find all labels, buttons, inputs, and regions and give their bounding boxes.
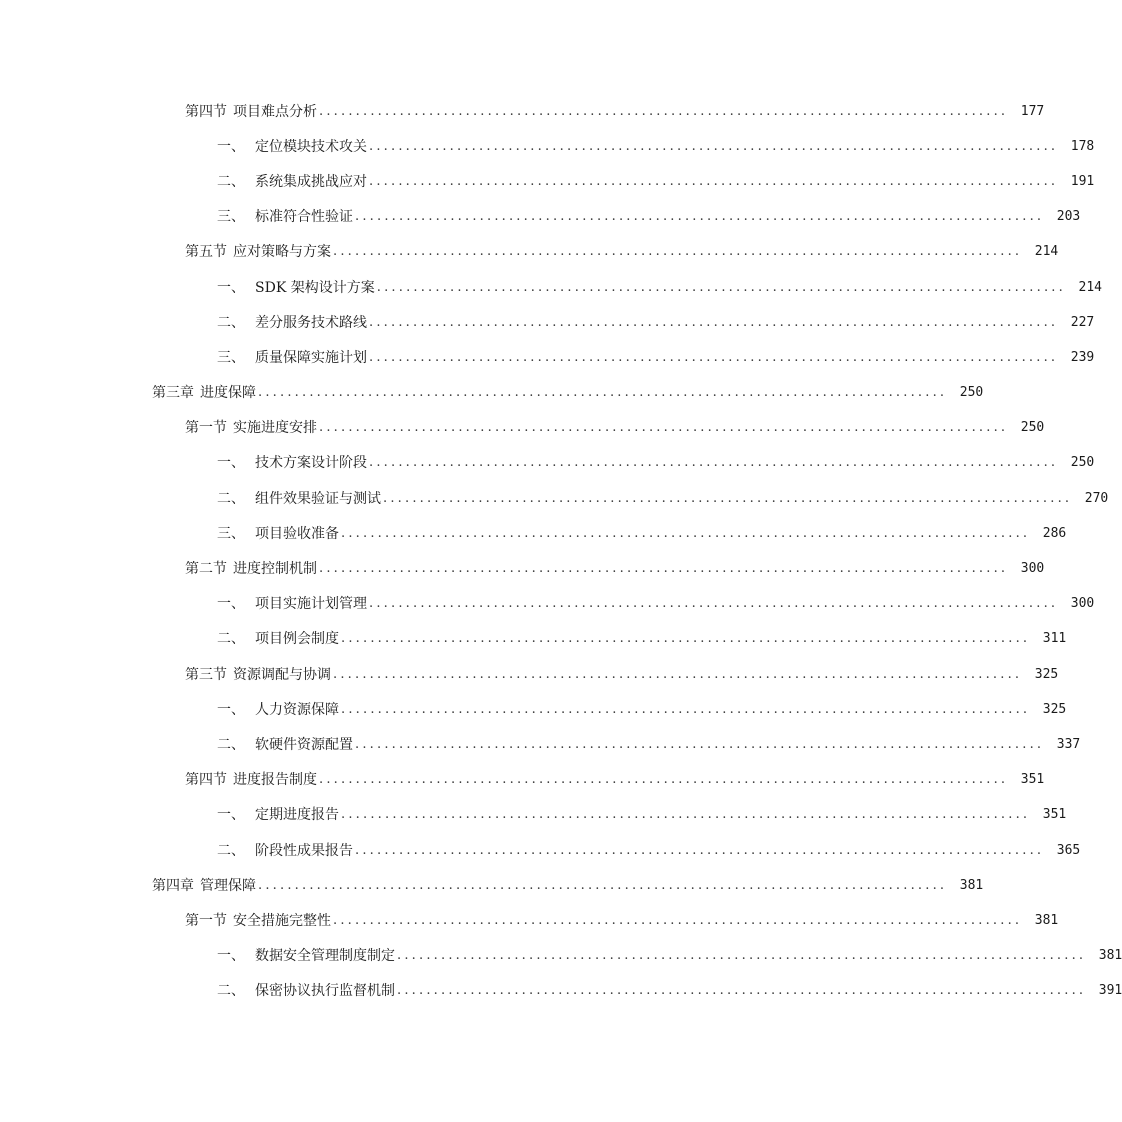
- toc-entry-title: 组件效果验证与测试: [255, 490, 381, 507]
- toc-dot-leader: ..............................................................................................: [355, 842, 1045, 858]
- toc-entry-number: 二、: [217, 842, 245, 859]
- toc-entry-page-number: 391: [1098, 983, 1122, 999]
- toc-dot-leader: ..............................................................................................: [355, 209, 1045, 225]
- toc-entry-number: 第四节: [185, 103, 227, 120]
- toc-entry-title: 进度控制机制: [233, 561, 317, 578]
- toc-entry-title: 进度保障: [200, 385, 256, 402]
- toc-entry-heading: [185, 666, 331, 684]
- toc-entry[interactable]: [0, 481, 1109, 516]
- toc-entry-heading: [217, 208, 353, 226]
- toc-entry-number: 第三节: [185, 666, 227, 683]
- toc-entry[interactable]: [0, 727, 1081, 762]
- toc-entry[interactable]: [0, 270, 1102, 305]
- toc-entry-heading: [217, 525, 339, 543]
- toc-dot-leader: ..............................................................................................: [333, 912, 1023, 928]
- toc-entry-title: 软硬件资源配置: [255, 736, 353, 753]
- toc-dot-leader: ..............................................................................................: [369, 455, 1059, 471]
- toc-entry-number: 二、: [217, 490, 245, 507]
- toc-entry-page-number: 214: [1078, 279, 1102, 295]
- toc-dot-leader: ..............................................................................................: [397, 948, 1087, 964]
- toc-entry-title: 系统集成挑战应对: [255, 173, 367, 190]
- toc-entry-heading: [217, 490, 381, 508]
- toc-entry-page-number: 325: [1034, 666, 1059, 682]
- toc-entry-page-number: 191: [1070, 173, 1095, 189]
- toc-dot-leader: ..............................................................................................: [369, 349, 1059, 365]
- toc-entry[interactable]: [0, 692, 1067, 727]
- toc-dot-leader: ..............................................................................................: [333, 666, 1023, 682]
- toc-entry-page-number: 250: [959, 385, 984, 401]
- toc-entry-heading: [185, 912, 331, 930]
- toc-entry-page-number: 177: [1020, 103, 1045, 119]
- toc-entry-title: 安全措施完整性: [233, 912, 331, 929]
- toc-entry[interactable]: [0, 763, 1045, 798]
- toc-entry-title: 定期进度报告: [255, 807, 339, 824]
- toc-entry-title: 资源调配与协调: [233, 666, 331, 683]
- toc-entry[interactable]: [0, 305, 1095, 340]
- toc-entry-number: 二、: [217, 983, 245, 1000]
- toc-entry[interactable]: [0, 657, 1059, 692]
- toc-entry-title: 质量保障实施计划: [255, 349, 367, 366]
- toc-dot-leader: ..............................................................................................: [397, 983, 1087, 999]
- toc-entry-heading: [217, 806, 339, 824]
- toc-entry-title: 进度报告制度: [233, 772, 317, 789]
- table-of-contents: [0, 94, 1122, 1009]
- toc-entry-number: 第五节: [185, 244, 227, 261]
- toc-entry-heading: [217, 595, 367, 613]
- toc-entry-title: 实施进度安排: [233, 420, 317, 437]
- toc-entry-title: SDK 架构设计方案: [255, 279, 375, 296]
- toc-entry-number: 第四章: [152, 877, 194, 894]
- toc-entry-heading: [152, 384, 256, 402]
- toc-entry[interactable]: [0, 446, 1095, 481]
- toc-entry[interactable]: [0, 551, 1045, 586]
- toc-dot-leader: ..............................................................................................: [319, 420, 1009, 436]
- toc-entry-title: 技术方案设计阶段: [255, 455, 367, 472]
- toc-entry-heading: [217, 947, 395, 965]
- toc-entry-page-number: 381: [959, 877, 984, 893]
- toc-dot-leader: ..............................................................................................: [369, 596, 1059, 612]
- toc-entry-title: 项目例会制度: [255, 631, 339, 648]
- toc-entry-heading: [217, 630, 339, 648]
- toc-entry-title: 项目难点分析: [233, 103, 317, 120]
- toc-entry-page-number: 239: [1070, 349, 1095, 365]
- toc-entry[interactable]: [0, 939, 1122, 974]
- toc-entry[interactable]: [0, 340, 1095, 375]
- toc-entry-number: 一、: [217, 948, 245, 965]
- toc-entry-title: 保密协议执行监督机制: [255, 983, 395, 1000]
- toc-entry-page-number: 300: [1020, 561, 1045, 577]
- toc-entry[interactable]: [0, 974, 1122, 1009]
- toc-dot-leader: ..............................................................................................: [369, 173, 1059, 189]
- toc-entry-title: 数据安全管理制度制定: [255, 948, 395, 965]
- toc-dot-leader: ..............................................................................................: [319, 561, 1009, 577]
- toc-entry-number: 第一节: [185, 912, 227, 929]
- toc-entry-heading: [185, 103, 317, 121]
- toc-entry-number: 三、: [217, 349, 245, 366]
- toc-entry-page-number: 351: [1020, 772, 1045, 788]
- toc-entry-title: 标准符合性验证: [255, 209, 353, 226]
- toc-entry[interactable]: [0, 94, 1045, 129]
- toc-entry[interactable]: [0, 411, 1045, 446]
- toc-dot-leader: ..............................................................................................: [341, 525, 1031, 541]
- toc-entry[interactable]: [0, 235, 1059, 270]
- toc-entry-heading: [217, 982, 395, 1000]
- toc-entry[interactable]: [0, 516, 1067, 551]
- toc-entry-number: 第一节: [185, 420, 227, 437]
- toc-entry[interactable]: [0, 376, 984, 411]
- toc-entry[interactable]: [0, 868, 984, 903]
- toc-dot-leader: ..............................................................................................: [333, 244, 1023, 260]
- toc-entry-heading: [217, 701, 339, 719]
- toc-entry[interactable]: [0, 129, 1095, 164]
- toc-entry-heading: [217, 842, 353, 860]
- toc-entry-page-number: 325: [1042, 701, 1067, 717]
- toc-dot-leader: ..............................................................................................: [258, 877, 948, 893]
- toc-entry-number: 一、: [217, 596, 245, 613]
- toc-entry[interactable]: [0, 200, 1081, 235]
- toc-entry-number: 二、: [217, 173, 245, 190]
- toc-entry[interactable]: [0, 798, 1067, 833]
- toc-entry-number: 一、: [217, 138, 245, 155]
- toc-entry-page-number: 351: [1042, 807, 1067, 823]
- toc-entry-page-number: 178: [1070, 138, 1095, 154]
- toc-entry-number: 一、: [217, 279, 245, 296]
- toc-entry-page-number: 270: [1084, 490, 1109, 506]
- toc-entry-page-number: 203: [1056, 209, 1081, 225]
- toc-entry-title: 项目实施计划管理: [255, 596, 367, 613]
- toc-entry-title: 应对策略与方案: [233, 244, 331, 261]
- toc-entry-heading: [217, 279, 375, 297]
- toc-entry-number: 第四节: [185, 772, 227, 789]
- toc-entry-page-number: 250: [1020, 420, 1045, 436]
- toc-entry-heading: [217, 736, 353, 754]
- toc-dot-leader: ..............................................................................................: [369, 314, 1059, 330]
- toc-entry[interactable]: [0, 164, 1095, 199]
- toc-entry-heading: [152, 877, 256, 895]
- toc-dot-leader: ..............................................................................................: [376, 279, 1066, 295]
- toc-dot-leader: ..............................................................................................: [319, 772, 1009, 788]
- toc-entry-number: 一、: [217, 701, 245, 718]
- toc-entry-title: 定位模块技术攻关: [255, 138, 367, 155]
- toc-dot-leader: ..............................................................................................: [341, 701, 1031, 717]
- toc-entry[interactable]: [0, 622, 1067, 657]
- toc-entry-page-number: 214: [1034, 244, 1059, 260]
- toc-entry[interactable]: [0, 833, 1081, 868]
- toc-entry-page-number: 250: [1070, 455, 1095, 471]
- toc-entry-heading: [217, 454, 367, 472]
- toc-entry-heading: [217, 349, 367, 367]
- toc-entry-number: 二、: [217, 314, 245, 331]
- toc-entry-title: 人力资源保障: [255, 701, 339, 718]
- toc-dot-leader: ..............................................................................................: [341, 631, 1031, 647]
- toc-entry-number: 第二节: [185, 561, 227, 578]
- toc-entry-number: 第三章: [152, 385, 194, 402]
- toc-entry-number: 三、: [217, 525, 245, 542]
- toc-dot-leader: ..............................................................................................: [341, 807, 1031, 823]
- toc-dot-leader: ..............................................................................................: [369, 138, 1059, 154]
- toc-entry[interactable]: [0, 903, 1059, 938]
- toc-entry-number: 一、: [217, 807, 245, 824]
- toc-entry-page-number: 286: [1042, 525, 1067, 541]
- toc-entry-heading: [185, 243, 331, 261]
- toc-entry-number: 一、: [217, 455, 245, 472]
- toc-entry-page-number: 337: [1056, 736, 1081, 752]
- toc-entry-number: 三、: [217, 209, 245, 226]
- toc-entry-title: 阶段性成果报告: [255, 842, 353, 859]
- toc-dot-leader: ..............................................................................................: [383, 490, 1073, 506]
- toc-entry-number: 二、: [217, 631, 245, 648]
- toc-entry-heading: [185, 560, 317, 578]
- toc-entry-heading: [217, 173, 367, 191]
- toc-entry-title: 管理保障: [200, 877, 256, 894]
- toc-entry-heading: [185, 771, 317, 789]
- toc-entry-title: 项目验收准备: [255, 525, 339, 542]
- toc-entry-heading: [217, 138, 367, 156]
- toc-entry-page-number: 300: [1070, 596, 1095, 612]
- toc-entry-heading: [185, 419, 317, 437]
- toc-entry-page-number: 381: [1034, 912, 1059, 928]
- toc-entry-number: 二、: [217, 736, 245, 753]
- toc-entry-title: 差分服务技术路线: [255, 314, 367, 331]
- toc-entry-heading: [217, 314, 367, 332]
- toc-entry-page-number: 311: [1042, 631, 1067, 647]
- toc-entry-page-number: 381: [1098, 948, 1122, 964]
- toc-entry-page-number: 227: [1070, 314, 1095, 330]
- toc-dot-leader: ..............................................................................................: [258, 385, 948, 401]
- toc-dot-leader: ..............................................................................................: [319, 103, 1009, 119]
- toc-entry-page-number: 365: [1056, 842, 1081, 858]
- toc-dot-leader: ..............................................................................................: [355, 736, 1045, 752]
- toc-entry[interactable]: [0, 587, 1095, 622]
